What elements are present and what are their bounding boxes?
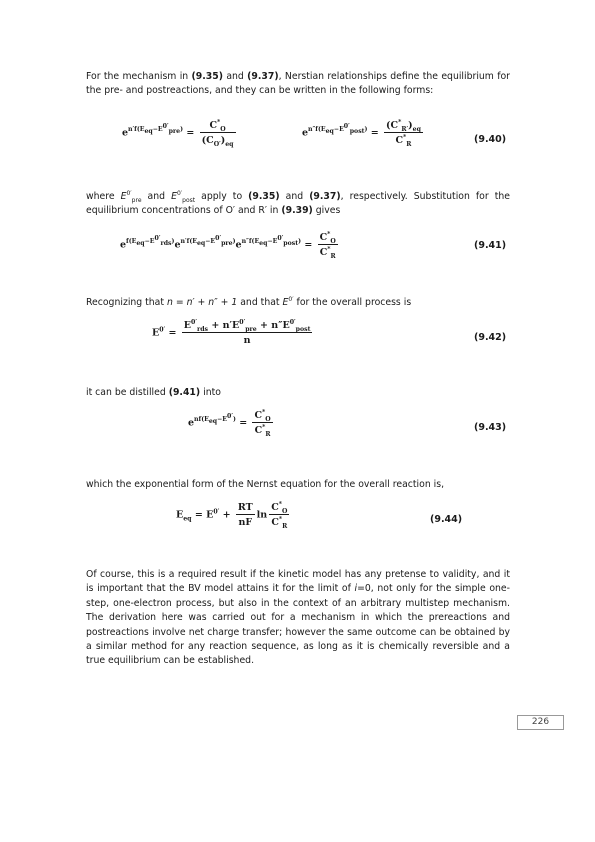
equation-number-9-41: (9.41) (474, 240, 507, 251)
paragraph-3: Recognizing that n = n′ + n″ + 1 and that $E^{0'}$ for the overall process is (86, 295, 412, 308)
equation-number-9-42: (9.42) (474, 332, 507, 343)
equation-9-40-right: $e^{n''f(E_{eq}-E^{0'}_{post})}$ = $\frac{(C^*_{R'})_{eq}}{C^*_R}$ (302, 118, 421, 148)
equation-number-9-44: (9.44) (430, 514, 463, 525)
paragraph-4: it can be distilled (9.41) into (86, 387, 221, 398)
equation-9-42: $E^{0'}$ = $\frac{E^{0'}_{rds} + n'E^{0'}_{pre} + n''E^{0'}_{post}}{n}$ (152, 318, 311, 346)
equation-number-9-40: (9.40) (474, 134, 507, 145)
equation-9-41: $e^{f(E_{eq}-E^{0'}_{rds})}e^{n'f(E_{eq}-E^{0'}_{pre})}e^{n''f(E_{eq}-E^{0'}_{post})}$ = $\frac{C^*_O}{C^*_R}$ (120, 230, 336, 260)
equation-9-40-left: $e^{n'f(E_{eq}-E^{0'}_{pre})}$ = $\frac{C^*_O}{(C_{O'})_{eq}}$ (122, 118, 234, 148)
equation-9-44: $E_{eq} = E^{0'}$ + $\frac{RT}{nF}$ ln $\frac{C^*_O}{C^*_R}$ (176, 500, 288, 530)
page-number: 226 (517, 715, 564, 730)
ref-9-37: (9.37) (247, 71, 279, 82)
equation-number-9-43: (9.43) (474, 422, 507, 433)
equation-9-43: $e^{nf(E_{eq}-E^{0'})}$ = $\frac{C^*_O}{C^*_R}$ (188, 408, 271, 438)
ref-9-35: (9.35) (191, 71, 223, 82)
paragraph-6: Of course, this is a required result if the kinetic model has any pretense to validity, and it is important that the BV model attains it for the limit of i=0, not only for the simple one-step, one-electron process, but also in the context of an arbitrary multistep mechanism. The derivation here was carried out for a mechanism in which the prereactions and postreactions involve net charge transfer; however the same outcome can be obtained by a similar method for any reaction sequence, as long as it is chemically reversible and a true equilibrium can be established. (86, 569, 510, 667)
paragraph-2: where $E^{0'}_{pre}$ and $E^{0'}_{post}$ apply to (9.35) and (9.37), respectively. Substitution for the equilibrium concentrations of O′ and R′ in (9.39) gives (86, 189, 510, 217)
paragraph-1: For the mechanism in (9.35) and (9.37), Nerstian relationships define the equilibrium for the pre- and postreactions, and they can be written in the following forms: (86, 71, 510, 97)
paragraph-5: which the exponential form of the Nernst equation for the overall reaction is, (86, 479, 445, 490)
